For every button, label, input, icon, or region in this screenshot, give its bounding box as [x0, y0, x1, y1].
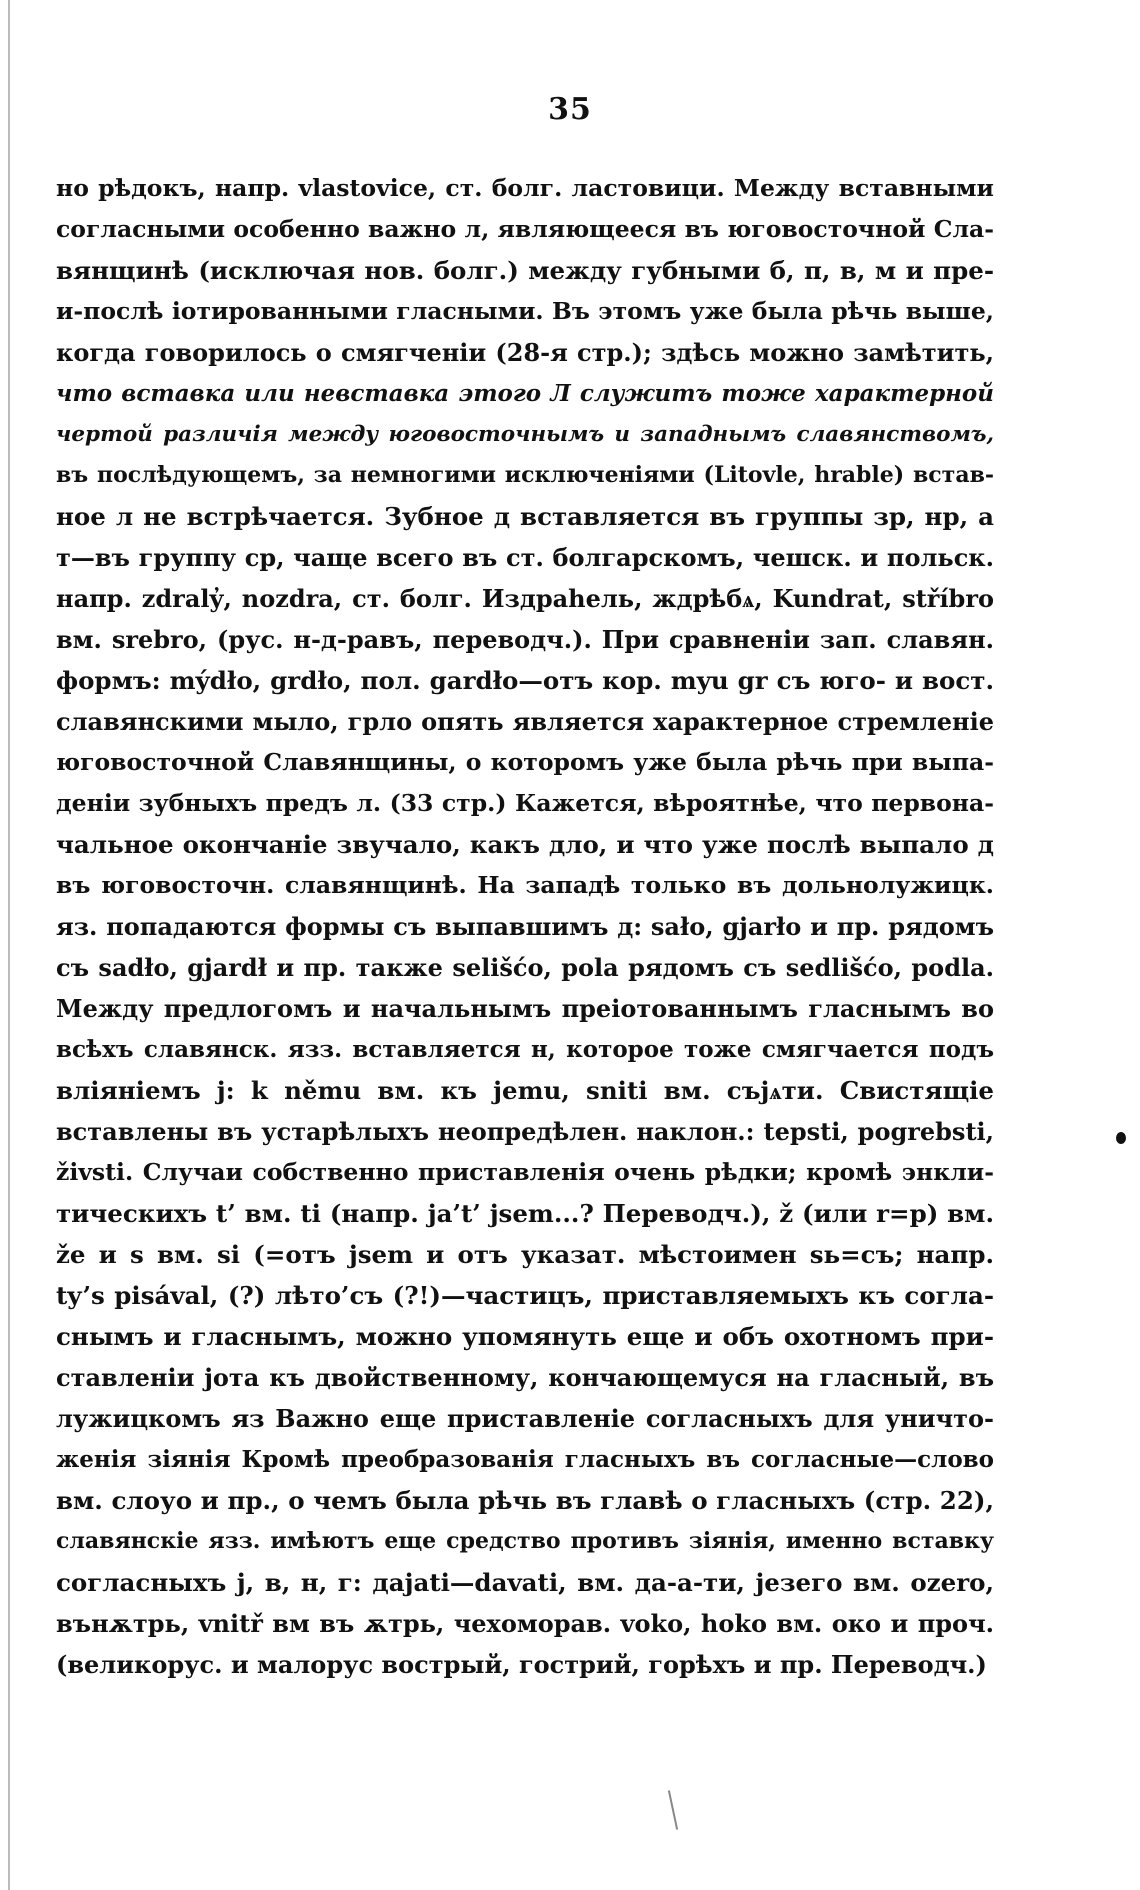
text-line: согласными особенно важно л, являющееся въ юговосточной Сла- — [56, 215, 994, 243]
text-line: živsti. Случаи собственно приставленія очень рѣдки; кромѣ энкли- — [56, 1158, 994, 1186]
pencil-mark — [668, 1790, 678, 1830]
text-line: лужицкомъ яз Важно еще приставленіе согласныхъ для уничто- — [56, 1404, 994, 1433]
text-line: ty’s pisával, (?) лѣто’съ (?!)—частицъ, приставляемыхъ къ согла- — [56, 1281, 994, 1310]
text-line: вянщинѣ (исключая нов. болг.) между губными б, п, в, м и пре- — [56, 256, 994, 285]
text-line: женія зіянія Кромѣ преобразованія гласныхъ въ согласные—слово — [56, 1446, 994, 1473]
text-line: вліяніемъ j: k němu вм. къ jemu, sniti вм. съјѧти. Свистящіе — [56, 1076, 994, 1105]
text-line: Между предлогомъ и начальнымъ преіотованнымъ гласнымъ во — [56, 994, 994, 1023]
ink-spot — [1116, 1132, 1126, 1144]
text-line: напр. zdraly̓, nozdra, ст. болг. Издраhель, ждрѣбѧ, Kundrat, stříbro — [56, 584, 994, 613]
text-line: въ юговосточн. славянщинѣ. На западѣ только въ дольнолужицк. — [56, 871, 994, 899]
text-line: вм. слоуо и пр., о чемъ была рѣчь въ главѣ о гласныхъ (стр. 22), — [56, 1486, 994, 1515]
text-line: вм. srebro, (рус. н-д-равъ, переводч.). При сравненіи зап. славян. — [56, 625, 994, 654]
text-line: въ послѣдующемъ, за немногими исключеніями (Litovle, hrable) встав- — [56, 462, 994, 488]
text-line: славянскими мыло, грло опять является характерное стремленіе — [56, 707, 994, 736]
text-line: формъ: mýdło, grdło, пол. gardło—отъ кор. myu gr съ юго- и вост. — [56, 666, 994, 695]
text-line: снымъ и гласнымъ, можно упомянуть еще и объ охотномъ при- — [56, 1322, 994, 1351]
left-margin-rule — [8, 0, 10, 1890]
text-line: тическихъ t’ вм. ti (напр. ja’t’ jsem...? Переводч.), ž (или r=р) вм. — [56, 1199, 994, 1228]
text-line: ное л не встрѣчается. Зубное д вставляется въ группы зр, нр, а — [56, 502, 994, 531]
text-line: ставленіи jота къ двойственному, кончающемуся на гласный, въ — [56, 1363, 994, 1392]
text-line: т—въ группу ср, чаще всего въ ст. болгарскомъ, чешск. и польск. — [56, 543, 994, 572]
text-line: деніи зубныхъ предъ л. (33 стр.) Кажется, вѣроятнѣе, что первона- — [56, 789, 994, 817]
text-line: когда говорилось о смягченіи (28-я стр.); здѣсь можно замѣтить, — [56, 338, 994, 367]
text-line: яз. попадаются формы съ выпавшимъ д: sało, gjarło и пр. рядомъ — [56, 912, 994, 941]
text-line: согласныхъ j, в, н, г: даjati—davati, вм. да-а-ти, jезего вм. ozero, — [56, 1568, 994, 1597]
text-line: всѣхъ славянск. язз. вставляется н, которое тоже смягчается подъ — [56, 1036, 994, 1063]
text-line: юговосточной Славянщины, о которомъ уже была рѣчь при выпа- — [56, 748, 994, 776]
text-line: вставлены въ устарѣлыхъ неопредѣлен. наклон.: tepsti, pogrebsti, — [56, 1117, 994, 1146]
text-line: но рѣдокъ, напр. vlastovice, ст. болг. ластовици. Между вставными — [56, 174, 994, 202]
text-line: славянскіе язз. имѣютъ еще средство противъ зіянія, именно вставку — [56, 1528, 994, 1554]
text-line-last: (великорус. и малорус вострый, гострий, горѣхъ и пр. Переводч.) — [56, 1650, 987, 1679]
text-line: и-послѣ іотированными гласными. Въ этомъ уже была рѣчь выше, — [56, 297, 994, 325]
text-line: вънѫтрь, vnitř вм въ ѫтрь, чехоморав. voko, hoko вм. око и проч. — [56, 1609, 994, 1638]
page-number: 35 — [548, 92, 592, 127]
text-line-italic: что вставка или невставка этого Л служитъ тоже характерной — [56, 380, 994, 407]
text-line: že и s вм. si (=отъ jsem и отъ указат. мѣстоимен sь=съ; напр. — [56, 1240, 994, 1269]
text-line: чальное окончаніе звучало, какъ дло, и что уже послѣ выпало д — [56, 830, 994, 859]
text-line: съ sadło, gjardł и пр. также selišćo, pola рядомъ съ sedlišćo, podla. — [56, 953, 994, 982]
body-text — [56, 168, 994, 1685]
text-line-italic: чертой различія между юговосточнымъ и западнымъ славянствомъ, — [56, 422, 994, 447]
